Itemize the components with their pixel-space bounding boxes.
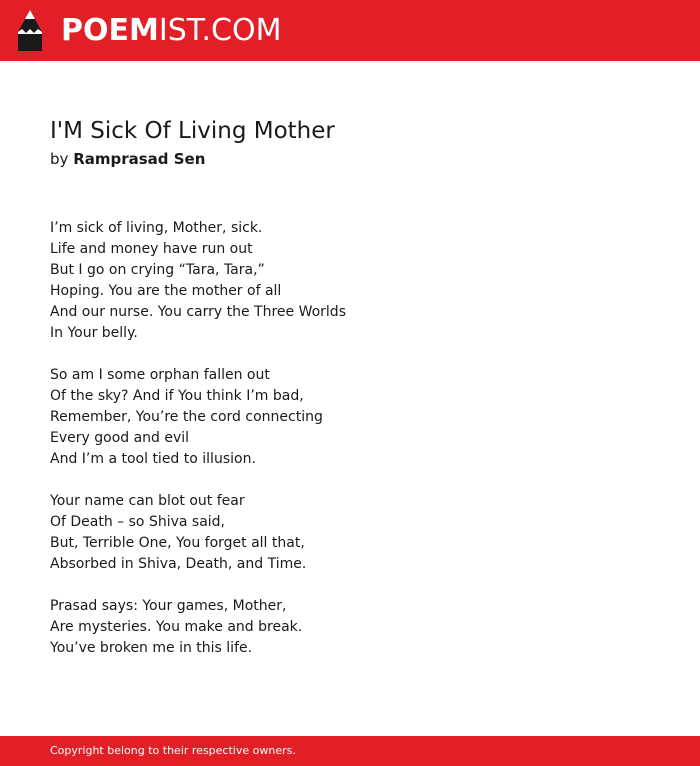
poem-body	[50, 218, 650, 680]
site-logo[interactable]	[61, 13, 281, 49]
poem-line: And our nurse. You carry the Three Worlds	[50, 304, 346, 320]
poem-line: Absorbed in Shiva, Death, and Time.	[50, 556, 307, 572]
poem-line: So am I some orphan fallen out	[50, 367, 270, 383]
logo-bold-text: POEM	[61, 13, 159, 48]
poem-line: But I go on crying “Tara, Tara,”	[50, 262, 265, 278]
poem-stanza	[50, 596, 650, 659]
poem-stanza	[50, 218, 650, 344]
poem-author: Ramprasad Sen	[73, 150, 206, 168]
logo-light-text: IST.COM	[158, 13, 282, 48]
poem-line: Your name can blot out fear	[50, 493, 245, 509]
poem-line: Are mysteries. You make and break.	[50, 619, 303, 635]
poem-stanza	[50, 365, 650, 470]
poem-line: I’m sick of living, Mother, sick.	[50, 220, 263, 236]
poem-title: I'M Sick Of Living Mother	[50, 118, 335, 144]
site-header	[0, 0, 700, 61]
poem-line: Of Death – so Shiva said,	[50, 514, 226, 530]
poem-line: But, Terrible One, You forget all that,	[50, 535, 305, 551]
poem-line: Of the sky? And if You think I’m bad,	[50, 388, 304, 404]
poem-line: Hoping. You are the mother of all	[50, 283, 282, 299]
poem-line: Life and money have run out	[50, 241, 253, 257]
byline-prefix: by	[50, 150, 69, 168]
poem-line: Every good and evil	[50, 430, 190, 446]
poem-line: Prasad says: Your games, Mother,	[50, 598, 287, 614]
poem-line: You’ve broken me in this life.	[50, 640, 253, 656]
poem-line: Remember, You’re the cord connecting	[50, 409, 323, 425]
pencil-logo-icon[interactable]	[18, 10, 42, 51]
copyright-text: Copyright belong to their respective owners.	[50, 744, 296, 757]
poem-stanza	[50, 491, 650, 575]
site-footer	[0, 736, 700, 766]
poem-line: In Your belly.	[50, 325, 138, 341]
poem-byline	[50, 148, 205, 170]
poem-line: And I’m a tool tied to illusion.	[50, 451, 256, 467]
